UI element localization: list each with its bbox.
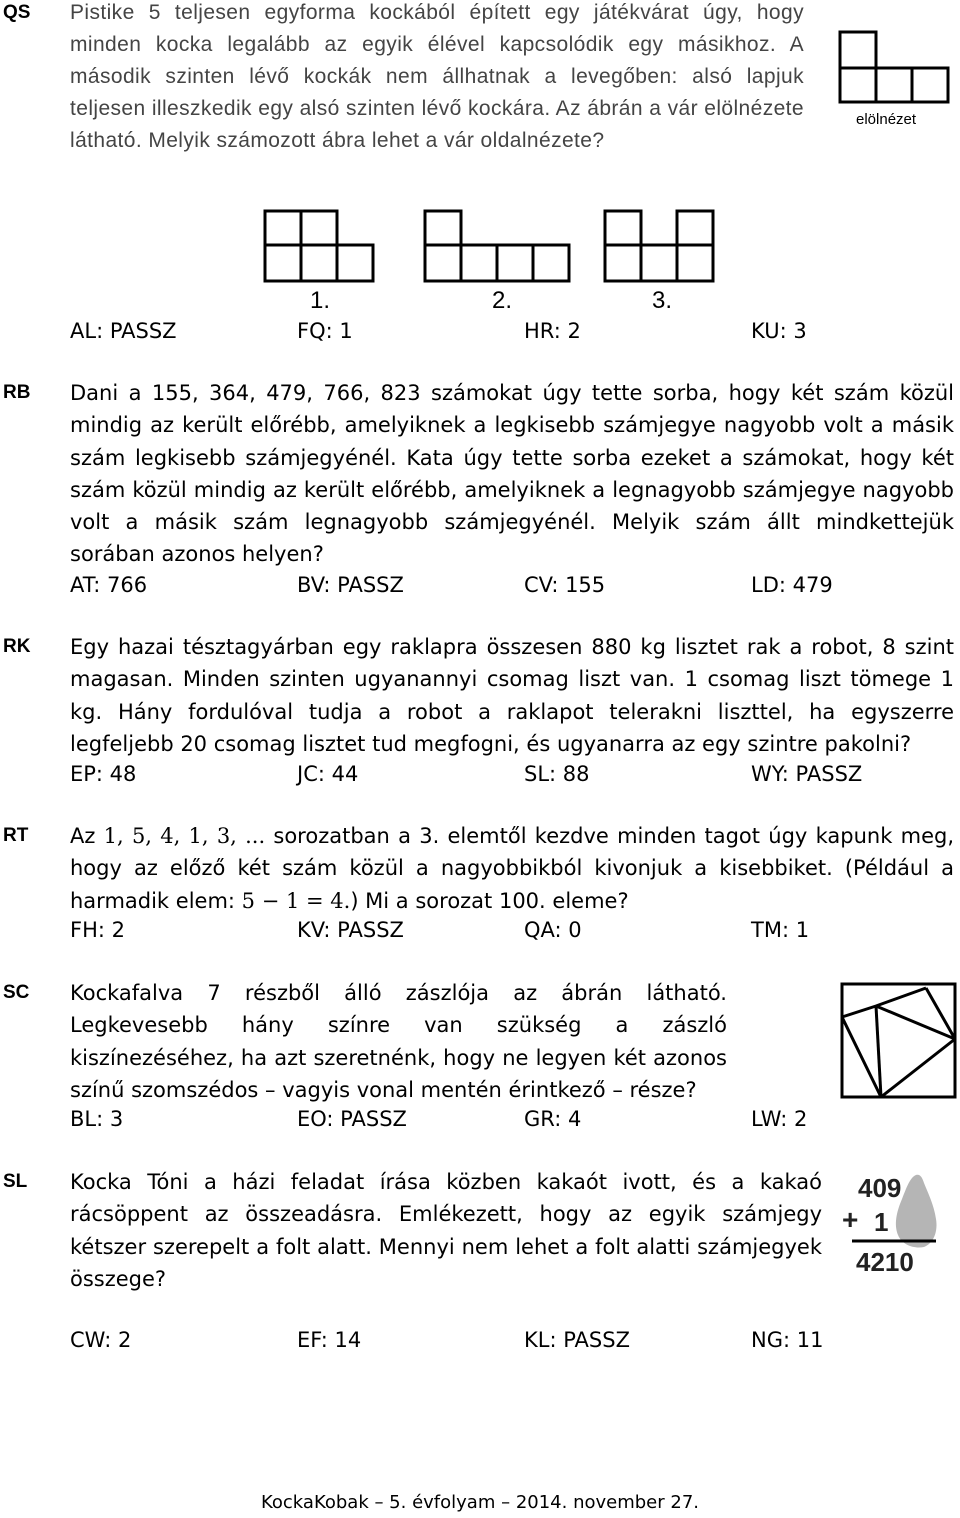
option-2-figure [422,208,572,288]
answer-option[interactable]: AT: 766 [70,573,148,597]
page-footer: KockaKobak – 5. évfolyam – 2014. november 27. [260,1492,699,1513]
problem-text: Pistike 5 teljesen egyforma kockából épített egy játékvárat úgy, hogy minden kocka legalább az egyik élével kapcsolódik egy másikhoz. A második szinten lévő kockák nem állhatnak a levegőben: alsó lapjuk teljesen illeszkedik egy alsó szinten lévő kockára. Az ábrán a vár elölnézete látható. Melyik számozott ábra lehet a vár oldalnézete? [70,1,804,152]
example-math: 5 − 1 = 4. [241,888,351,913]
answer-option[interactable]: LD: 479 [751,573,833,597]
answer-option[interactable]: EP: 48 [70,762,137,786]
problem-code: SL [3,1171,28,1192]
answer-option[interactable]: FQ: 1 [297,319,353,343]
cocoa-stain [896,1175,937,1248]
problem-text: Kockafalva 7 részből álló zászlója az ábrán látható. Legkevesebb hány színre van szükség a zászló kiszínezéséhez, ha azt szeretnénk, hogy ne legyen két azonos színű szomszédos – vagyis vonal mentén érintkező – része? [70,981,727,1102]
answer-option[interactable]: JC: 44 [297,762,359,786]
answer-option[interactable]: QA: 0 [524,918,582,942]
answer-option[interactable]: SL: 88 [524,762,590,786]
answer-option[interactable]: BL: 3 [70,1107,124,1131]
problem-text: Egy hazai tésztagyárban egy raklapra összesen 880 kg lisztet rak a robot, 8 szint magasan. Minden szinten ugyanannyi csomag liszt van. 1 csomag liszt tömege 1 kg. Hány fordulóval tudja a robot a raklapot telerakni liszttel, ha egyszerre legfeljebb 20 csomag lisztet tud megfogni, és ugyanarra az egy szintre pakolni? [70,635,954,756]
flag-figure [838,980,960,1102]
sequence-math: 1, 5, 4, 1, 3, ... [103,824,266,848]
answer-option[interactable]: KV: PASSZ [297,918,404,942]
answer-option[interactable]: HR: 2 [524,319,581,343]
option-2-label: 2. [492,287,513,314]
answer-option[interactable]: KL: PASSZ [524,1328,630,1352]
option-1-figure [262,208,377,288]
problem-code: RK [3,636,31,657]
plus-sign: + [842,1204,859,1235]
option-1-label: 1. [310,287,331,314]
problem-code: RT [3,825,29,846]
front-view-figure [838,30,953,130]
problem-code: QS [3,2,31,23]
problem-code: RB [3,382,31,403]
addend-top: 409 [858,1173,902,1203]
addend-second: 1 [874,1207,889,1237]
answer-option[interactable]: WY: PASSZ [751,762,863,786]
problem-text: Az 1, 5, 4, 1, 3, ... sorozatban a 3. elemtől kezdve minden tagot úgy kapunk meg, hogy az előző két szám közül a nagyobbikból kivonjuk a kisebbiket. (Például a harmadik elem: 5 − 1 = 4.) Mi a sorozat 100. eleme? [70,824,954,913]
answer-option[interactable]: LW: 2 [751,1107,808,1131]
answer-option[interactable]: TM: 1 [751,918,810,942]
answer-option[interactable]: GR: 4 [524,1107,582,1131]
option-3-label: 3. [652,287,673,314]
answer-option[interactable]: EF: 14 [297,1328,362,1352]
answer-option[interactable]: FH: 2 [70,918,125,942]
answer-option[interactable]: KU: 3 [751,319,807,343]
option-3-figure [602,208,717,288]
answer-option[interactable]: AL: PASSZ [70,319,177,343]
answer-option[interactable]: BV: PASSZ [297,573,404,597]
answer-option[interactable]: EO: PASSZ [297,1107,407,1131]
problem-text: Kocka Tóni a házi feladat írása közben kakaót ivott, és a kakaó rácsöppent az összeadásra. Emlékezett, hogy az egyik számjegy kétszer szerepelt a folt alatt. Mennyi nem lehet a folt alatti számjegyek összege? [70,1170,822,1291]
problem-text: Dani a 155, 364, 479, 766, 823 számokat úgy tette sorba, hogy két szám közül mindig az került előrébb, amelyiknek a legkisebb számjegye nagyobb volt a másik szám legkisebb számjegyénél. Kata úgy tette sorba ezeket a számokat, hogy két szám közül mindig az került előrébb, amelyiknek a legnagyobb számjegye nagyobb volt a másik szám legnagyobb számjegyénél. Melyik szám állt mindkettejük sorában azonos helyen? [70,381,954,567]
cocoa-addition-figure [838,1165,948,1280]
answer-option[interactable]: CW: 2 [70,1328,132,1352]
front-view-label: elölnézet [856,111,917,128]
sum-result: 4210 [856,1247,914,1277]
answer-option[interactable]: CV: 155 [524,573,606,597]
problem-code: SC [3,982,30,1003]
answer-option[interactable]: NG: 11 [751,1328,824,1352]
